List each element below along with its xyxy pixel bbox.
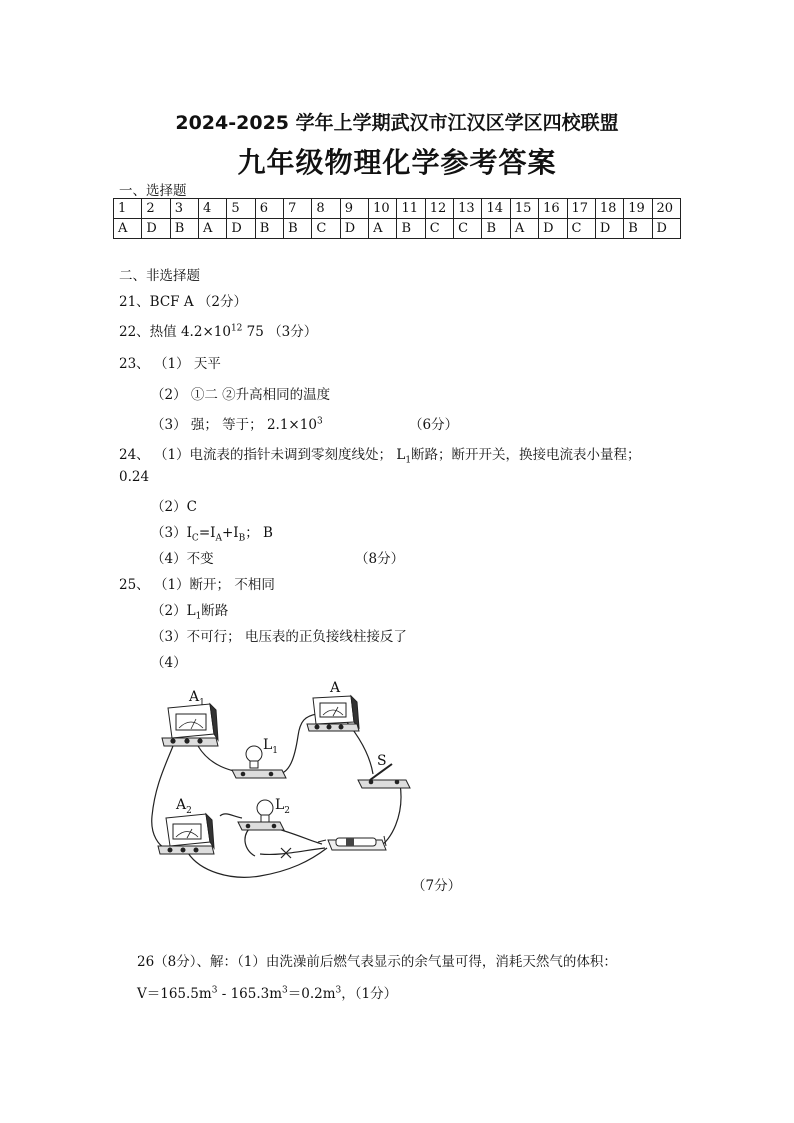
label-a: A — [330, 680, 341, 696]
q25-line2-text: （2）L — [151, 603, 196, 619]
answer-table — [113, 198, 681, 239]
q26-exponent: 3 — [335, 985, 342, 996]
answer-cell: D — [227, 219, 255, 239]
q23-line3 — [151, 413, 323, 433]
q24-sub-c: C — [191, 533, 199, 544]
question-number-cell: 16 — [539, 199, 567, 219]
question-number-cell: 17 — [567, 199, 595, 219]
answer-cell: C — [567, 219, 595, 239]
question-number-cell: 6 — [255, 199, 283, 219]
q26-text: ，（1分） — [341, 986, 398, 1002]
answer-cell: B — [624, 219, 652, 239]
q23-line3-text: （3） 强； 等于； 2.1×10 — [151, 417, 317, 433]
question-number-cell: 7 — [284, 199, 312, 219]
answer-cell: D — [539, 219, 567, 239]
q23-line2: （2） ①二 ②升高相同的温度 — [151, 387, 331, 403]
question-number-cell: 18 — [595, 199, 623, 219]
answer-cell: A — [114, 219, 142, 239]
q24-line3-text: +I — [221, 525, 239, 541]
answer-table-number-row — [114, 199, 681, 219]
question-number-cell: 3 — [170, 199, 198, 219]
ammeter-a2 — [158, 814, 214, 854]
q24-sub-b: B — [238, 533, 246, 544]
q22-text: 22、热值 4.2×10 — [119, 324, 231, 340]
ammeter-a1 — [162, 704, 218, 746]
q24-subscript: 1 — [405, 455, 412, 466]
q23-exponent: 3 — [316, 416, 323, 427]
q26-line2 — [137, 982, 397, 1002]
answer-cell: D — [652, 219, 680, 239]
question-number-cell: 4 — [199, 199, 227, 219]
q25-subscript: 1 — [195, 611, 202, 622]
q24-line1 — [119, 443, 641, 466]
question-number-cell: 10 — [369, 199, 397, 219]
answer-cell: D — [340, 219, 368, 239]
answer-cell: A — [369, 219, 397, 239]
answer-cell: B — [284, 219, 312, 239]
question-number-cell: 5 — [227, 199, 255, 219]
section-heading-nonchoice: 二、非选择题 — [119, 268, 200, 284]
q24-line3-text: （3）I — [151, 525, 192, 541]
answer-cell: A — [510, 219, 538, 239]
answer-cell: B — [397, 219, 425, 239]
q24-line4: （4）不变 — [151, 551, 214, 567]
answer-cell: B — [255, 219, 283, 239]
answer-table-answer-row — [114, 219, 681, 239]
answer-cell: D — [595, 219, 623, 239]
circuit-diagram — [140, 676, 430, 894]
section-heading-choice: 一、选择题 — [119, 183, 187, 199]
q26-line1: 26（8分）、解：（1）由洗澡前后燃气表显示的余气量可得，消耗天然气的体积： — [137, 954, 617, 970]
q26-exponent: 3 — [211, 985, 218, 996]
question-number-cell: 1 — [114, 199, 142, 219]
q24-sub-a: A — [215, 533, 222, 544]
question-number-cell: 15 — [510, 199, 538, 219]
label-a2: $A_2$ — [176, 797, 192, 816]
question-number-cell: 20 — [652, 199, 680, 219]
q25-line2 — [151, 599, 228, 622]
q24-score: （8分） — [355, 551, 405, 567]
document-subtitle: 九年级物理化学参考答案 — [237, 146, 557, 179]
q25-line1: 25、 （1）断开； 不相同 — [119, 577, 275, 593]
q23-line1: 23、 （1） 天平 — [119, 356, 221, 372]
q26-text: V＝165.5m — [137, 986, 212, 1002]
label-s: S — [377, 753, 387, 769]
answer-cell: B — [482, 219, 510, 239]
q26-text: - 165.3m — [217, 986, 283, 1002]
question-number-cell: 9 — [340, 199, 368, 219]
q24-line1-text: 24、 （1）电流表的指针未调到零刻度线处； L — [119, 447, 406, 463]
answer-cell: C — [312, 219, 340, 239]
q25-line2-text-end: 断路 — [201, 603, 229, 619]
answer-cell: C — [425, 219, 453, 239]
question-number-cell: 13 — [454, 199, 482, 219]
answer-cell: C — [454, 219, 482, 239]
q22-exponent: 12 — [230, 323, 243, 334]
label-a1: $A_1$ — [189, 689, 205, 708]
q25-line3: （3）不可行； 电压表的正负接线柱接反了 — [151, 629, 407, 645]
q26-text: ＝0.2m — [287, 986, 336, 1002]
ammeter-a — [307, 696, 359, 731]
q24-line3-text: ； B — [245, 525, 273, 541]
battery-box — [318, 836, 386, 850]
q24-line3 — [151, 521, 273, 544]
q24-line2: （2）C — [151, 499, 197, 515]
q24-line1-continued: 0.24 — [119, 469, 150, 485]
q24-line3-text: =I — [198, 525, 216, 541]
question-number-cell: 12 — [425, 199, 453, 219]
q21-answer: 21、BCF A （2分） — [119, 294, 247, 310]
question-number-cell: 8 — [312, 199, 340, 219]
q25-line4: （4） — [151, 655, 187, 671]
q22-answer — [119, 320, 317, 340]
question-number-cell: 14 — [482, 199, 510, 219]
q26-exponent: 3 — [282, 985, 288, 996]
document-title: 2024-2025 学年上学期武汉市江汉区学区四校联盟 — [175, 112, 619, 134]
answer-cell: A — [199, 219, 227, 239]
question-number-cell: 2 — [142, 199, 170, 219]
answer-cell: B — [170, 219, 198, 239]
question-number-cell: 11 — [397, 199, 425, 219]
q22-text-end: 75 （3分） — [242, 324, 318, 340]
answer-cell: D — [142, 219, 170, 239]
q24-line1-text-end: 断路；断开开关，换接电流表小量程； — [411, 447, 641, 463]
q23-score: （6分） — [409, 417, 459, 433]
label-l1: $L_1$ — [263, 737, 279, 756]
question-number-cell: 19 — [624, 199, 652, 219]
q25-score: （7分） — [412, 878, 462, 894]
label-l2: $L_2$ — [275, 797, 291, 816]
